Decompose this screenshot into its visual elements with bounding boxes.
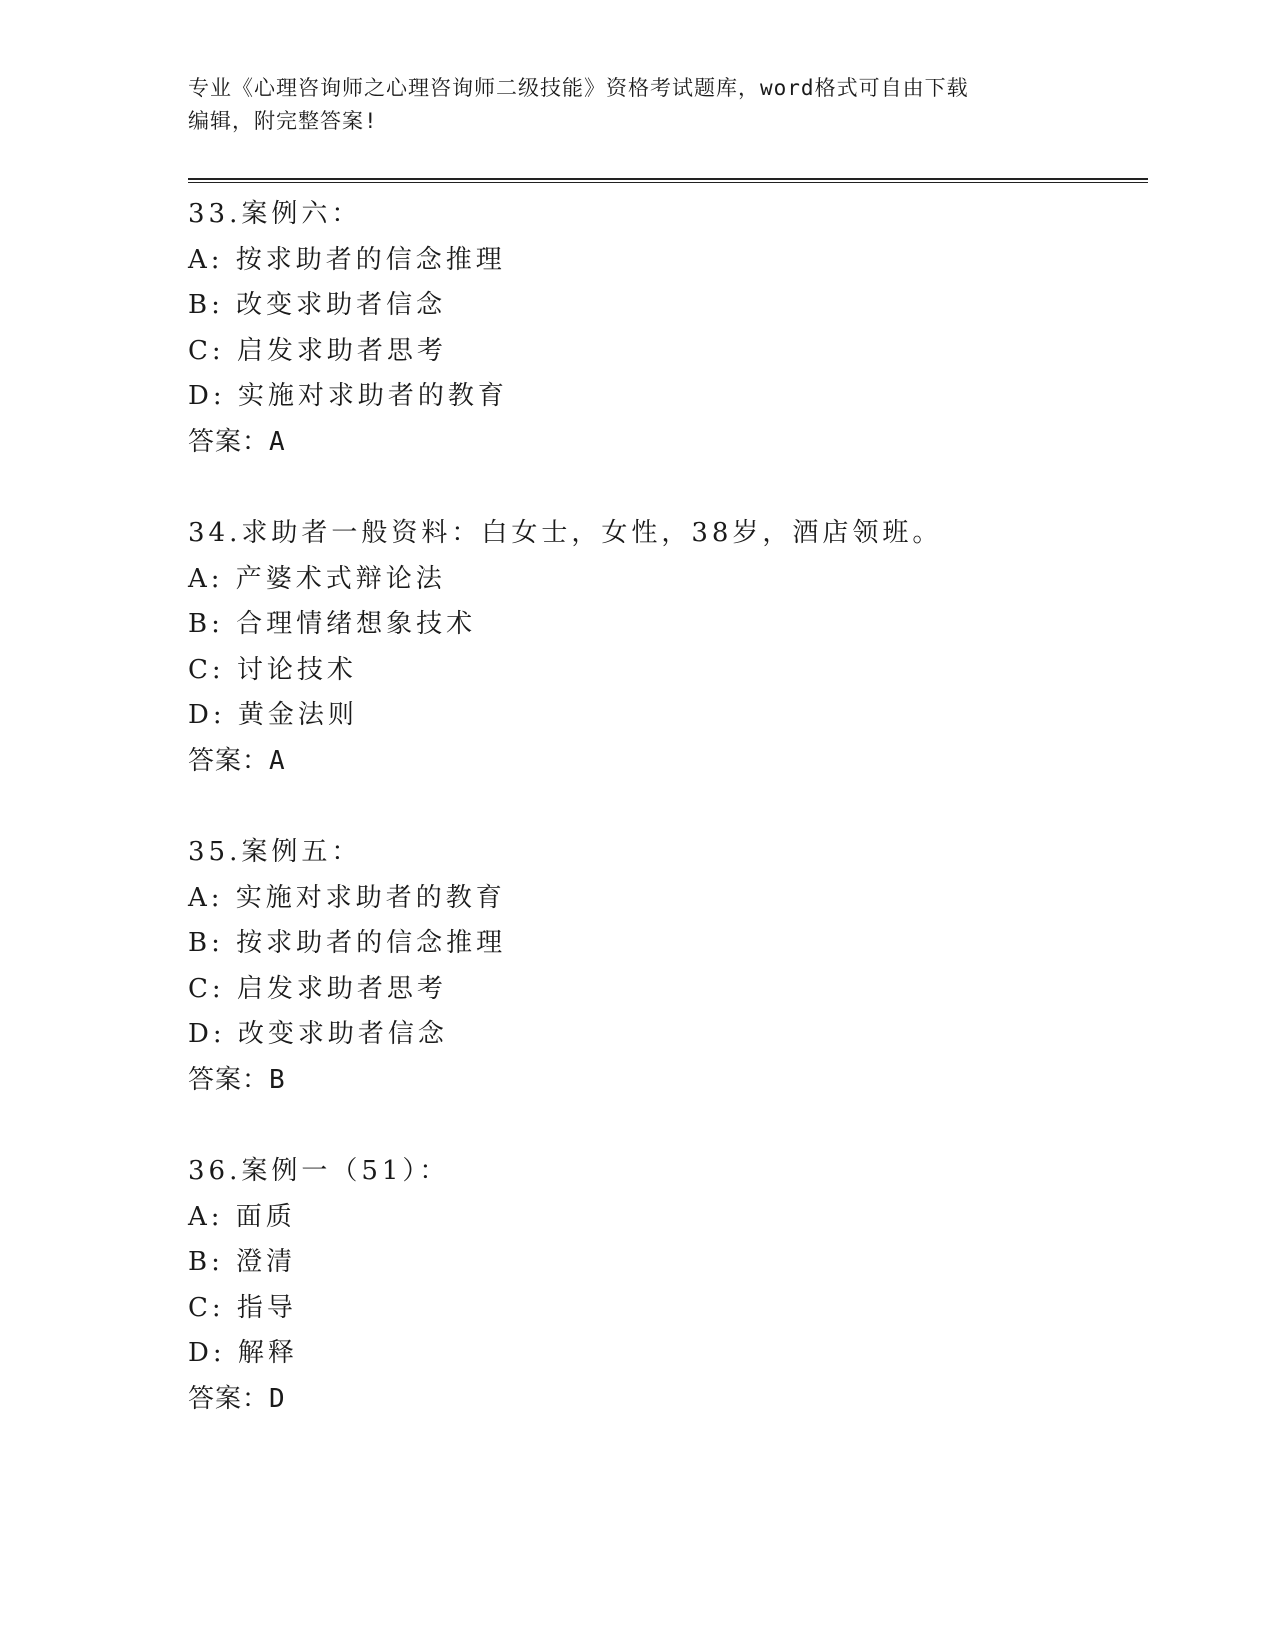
option-a: A: 产婆术式辩论法 xyxy=(188,563,446,594)
answer-line: 答案：D xyxy=(188,1383,286,1414)
answer-line: 答案：A xyxy=(188,426,286,457)
option-d: D: 解释 xyxy=(188,1338,298,1368)
option-d: D: 改变求助者信念 xyxy=(188,1019,448,1049)
question-33 xyxy=(188,192,1148,465)
option-b: B: 按求助者的信念推理 xyxy=(188,928,507,958)
answer-line: 答案：A xyxy=(188,745,286,776)
answer-line: 答案：B xyxy=(188,1064,286,1095)
option-b: B: 改变求助者信念 xyxy=(188,290,447,320)
option-b: B: 澄清 xyxy=(188,1247,297,1277)
question-35 xyxy=(188,830,1148,1103)
question-stem: 36.案例一（51）： xyxy=(188,1156,450,1186)
header-line-2: 编辑，附完整答案! xyxy=(188,109,378,133)
option-a: A: 按求助者的信念推理 xyxy=(188,244,506,275)
question-stem: 33.案例六： xyxy=(188,199,362,229)
document-header xyxy=(188,72,1068,138)
option-a: A: 面质 xyxy=(188,1201,296,1232)
header-divider xyxy=(188,178,1148,183)
question-list xyxy=(188,192,1148,1468)
option-c: C: 启发求助者思考 xyxy=(188,973,447,1004)
option-b: B: 合理情绪想象技术 xyxy=(188,609,477,639)
option-a: A: 实施对求助者的教育 xyxy=(188,882,506,913)
question-36 xyxy=(188,1149,1148,1422)
question-stem: 35.案例五： xyxy=(188,837,362,867)
option-d: D: 实施对求助者的教育 xyxy=(188,381,508,411)
option-d: D: 黄金法则 xyxy=(188,700,358,730)
option-c: C: 讨论技术 xyxy=(188,654,357,685)
option-c: C: 指导 xyxy=(188,1292,297,1323)
question-34 xyxy=(188,511,1148,784)
question-stem: 34.求助者一般资料：白女士，女性，38岁，酒店领班。 xyxy=(188,518,943,548)
header-line-1: 专业《心理咨询师之心理咨询师二级技能》资格考试题库，word格式可自由下载 xyxy=(188,76,969,100)
option-c: C: 启发求助者思考 xyxy=(188,335,447,366)
